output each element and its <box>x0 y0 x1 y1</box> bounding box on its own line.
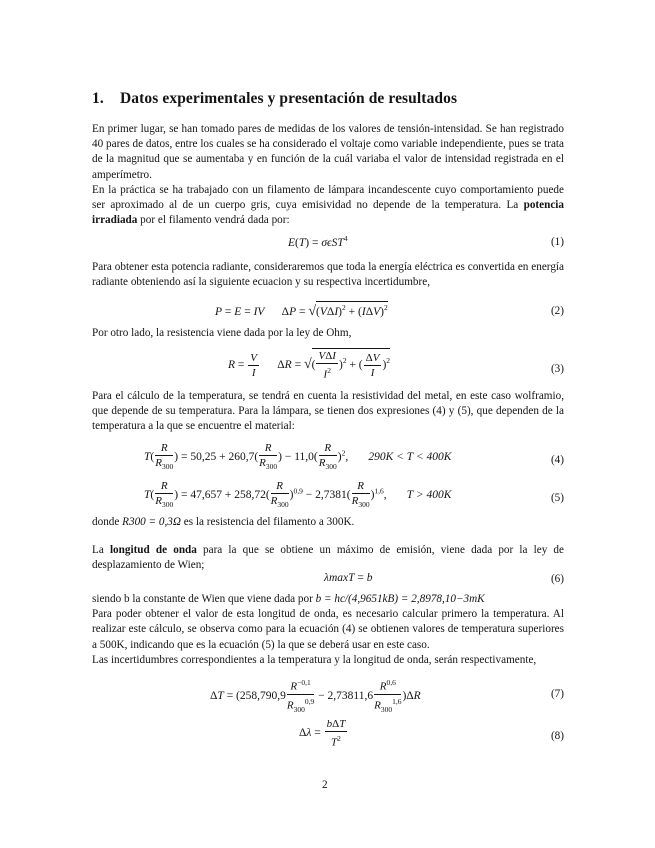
paragraph-ohm: Por otro lado, la resistencia viene dada por la ley de Ohm, <box>92 327 352 339</box>
equation-tag: (8) <box>550 730 564 742</box>
equation-tag: (3) <box>550 363 564 375</box>
equation-7: ΔT = (258,790,9 $\frac{R^{-0,1}}{R_{300}^{0,9}}$ − 2,73811,6 $\frac{R^{0,6}}{R_{300}^{1,6}}$ )ΔR (7) <box>210 678 564 714</box>
bold-term-potencia: potencia irradiada <box>92 199 564 227</box>
bold-term-longitud: longitud de onda <box>109 544 197 556</box>
r300-expression: R300 = 0,3Ω <box>122 516 181 528</box>
equation-6: λmaxT = b (6) <box>324 572 564 585</box>
equation-5: T( $\frac{R}{R_{300}}$ ) = 47,657 + 258,72( $\frac{R}{R_{300}}$ )$^{0,9}$ − 2,7381( $\frac{R}{R_{300}}$ )$^{1,6}$, T > 400K (5) <box>144 480 564 510</box>
paragraph-wien: siendo b la constante de Wien que viene dada por b = hc/(4,9651kB) = 2,8978,10−3mK Para poder obtener el valor de esta longitud de onda, es necesario calcular primero la temperatura. Al realizar este cálculo, se observa como para la ecuación (4) se obtienen valores de temperatura superiores a 500K, indicando que es la ecuación (5) la que se deberá usar en este caso. Las incertidumbres correspondientes a la temperatura y la longitud de onda, serán respectivamente, <box>92 593 564 666</box>
equation-tag: (7) <box>550 688 564 700</box>
equation-tag: (4) <box>550 454 564 466</box>
section-number: 1. <box>92 90 104 107</box>
page-number: 2 <box>322 779 328 791</box>
section-heading <box>92 90 457 108</box>
wien-constant: b = hc/(4,9651kB) = 2,8978,10−3mK <box>315 593 485 605</box>
equation-2: P = E = IV $\Delta P = √(V\Delta I)^2 + (I\Delta V)^2$ (2) <box>215 303 564 319</box>
equation-tag: (2) <box>550 305 564 317</box>
paragraph-intro: En primer lugar, se han tomado pares de medidas de los valores de tensión-intensidad. Se han registrado 40 pares de datos, entre los cuales se ha considerado el voltaje como variable independiente, pues se trata de la magnitud que se aumentaba y en función de la cuál variaba el valor de intensidad registrada en el amperímetro. <box>92 123 564 181</box>
paragraph-temperature: Para el cálculo de la temperatura, se tendrá en cuenta la resistividad del metal, en este caso wolframio, que depende de su temperatura. Para la lámpara, se tienen dos expresiones (4) y (5), que dependen de la temperatura a la que se encuentre el material: <box>92 390 564 433</box>
paragraph-wavelength: La longitud de onda para la que se obtiene un máximo de emisión, viene dada por la ley de desplazamiento de Wien; <box>92 544 564 572</box>
equation-3: R = $\frac{V}{I}$ ΔR = √( $\frac{\text{VΔI}}{I^2}$ )$^2$ + ( $\frac{\Delta V}{I}$ )$^2$ (3) <box>228 350 564 381</box>
paragraph-r300: donde R300 = 0,3Ω es la resistencia del filamento a 300K. <box>92 516 355 528</box>
paragraph-radiant: Para obtener esta potencia radiante, consideraremos que toda la energía eléctrica es convertida en energía radiante obteniendo así la siguiente ecuacion y su respectiva incertidumbre, <box>92 261 564 289</box>
equation-tag: (6) <box>550 573 564 585</box>
equation-1: E(T) = σϵST$^4$ (1) <box>288 234 564 249</box>
equation-8: Δλ = $\frac{\text{bΔT}}{T^2}$ (8) <box>299 718 564 749</box>
equation-tag: (5) <box>550 492 564 504</box>
equation-tag: (1) <box>550 236 564 248</box>
paragraph-filament: En la práctica se ha trabajado con un filamento de lámpara incandescente cuyo comportamiento puede ser aproximado al de un cuerpo gris, cuya emisividad no depende de la temperatura. La potencia irradiada por el filamento vendrá dada por: <box>92 184 564 227</box>
section-title: Datos experimentales y presentación de resultados <box>120 90 458 107</box>
equation-4: T( $\frac{R}{R_{300}}$ ) = 50,25 + 260,7( $\frac{R}{R_{300}}$ ) − 11,0( $\frac{R}{R_{300}}$ )$^2$, 290K < T < 400K (4) <box>144 442 564 472</box>
